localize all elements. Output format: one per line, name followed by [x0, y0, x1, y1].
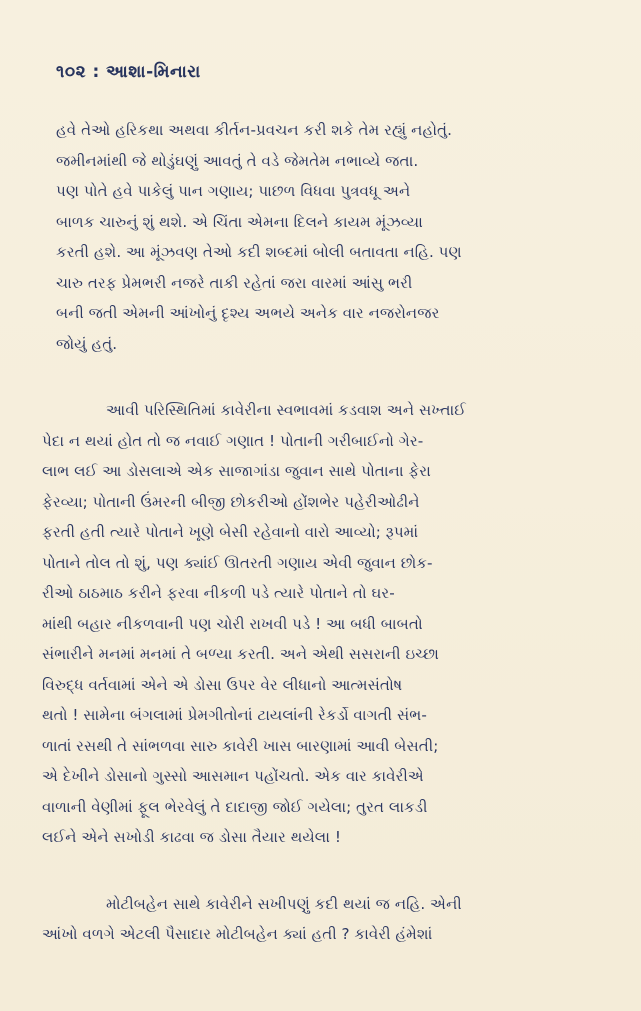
paragraph-line: પેદા ન થયાં હોત તો જ નવાઈ ગણાત ! પોતાની ગરીબાઈનો ગેર-	[42, 431, 424, 450]
paragraph-line: જોયું હતું.	[56, 334, 118, 353]
paragraph-2	[42, 395, 603, 853]
paragraph-line: રીઓ ઠાઠમાઠ કરીને ફરવા નીકળી પડે ત્યારે પોતાને તો ઘર-	[42, 584, 395, 602]
paragraph-1	[56, 115, 603, 359]
paragraph-line: વાળાની વેણીમાં ફૂલ ભેરવેલું તે દાદાજી જોઈ ગયેલા; તુરત લાકડી	[42, 797, 428, 816]
paragraph-line: વિરુદ્ધ વર્તવામાં એને એ ડોસા ઉપર વેર લીધાનો આત્મસંતોષ	[42, 675, 403, 694]
running-head: ૧૦૨ : આશા-મિનારા	[56, 62, 201, 82]
paragraph-line: ફેરવ્યા; પોતાની ઉંમરની બીજી છોકરીઓ હોંશભેર પહેરીઓઢીને	[42, 492, 420, 511]
paragraph-line: હવે તેઓ હરિકથા અથવા કીર્તન-પ્રવચન કરી શકે તેમ રહ્યું નહોતું.	[56, 121, 452, 139]
paragraph-line: આવી પરિસ્થિતિમાં કાવેરીના સ્વભાવમાં કડવાશ અને સખ્તાઈ	[106, 401, 466, 419]
paragraph-line: એ દેખીને ડોસાનો ગુસ્સો આસમાન પહોંચતો. એક વાર કાવેરીએ	[42, 767, 424, 785]
paragraph-line: મોટીબહેન સાથે કાવેરીને સખીપણું કદી થયાં જ નહિ. એની	[106, 894, 462, 913]
paragraph-line: લઈને એને સખોડી કાઢવા જ ડોસા તૈયાર થયેલા !	[42, 828, 341, 846]
paragraph-line: લાભ લઈ આ ડોસલાએ એક સાજાગાંડા જુવાન સાથે પોતાના ફેરા	[42, 462, 431, 480]
paragraph-line: પોતાને તોલ તો શું, પણ ક્યાંઈ ઊતરતી ગણાય એવી જુવાન છોક-	[42, 553, 433, 572]
paragraph-line: ચારુ તરફ પ્રેમભરી નજરે તાકી રહેતાં જરા વારમાં આંસુ ભરી	[56, 273, 413, 292]
paragraph-line: સંભારીને મનમાં મનમાં તે બળ્યા કરતી. અને એથી સસરાની ઇચ્છા	[42, 645, 439, 663]
paragraph-line: પણ પોતે હવે પાકેલું પાન ગણાય; પાછળ વિધવા પુત્રવધૂ અને	[56, 182, 411, 200]
paragraph-line: ળાતાં રસથી તે સાંભળવા સારુ કાવેરી ખાસ બારણામાં આવી બેસતી;	[42, 736, 439, 755]
paragraph-line: થતો ! સામેના બંગલામાં પ્રેમગીતોનાં ટાયલાંની રેકર્ડો વાગતી સંભ-	[42, 706, 427, 724]
paragraph-line: આંખો વળગે એટલી પૈસાદાર મોટીબહેન ક્યાં હતી ? કાવેરી હંમેશાં	[42, 925, 433, 943]
paragraph-line: ફરતી હતી ત્યારે પોતાને ખૂણે બેસી રહેવાનો વારો આવ્યો; રૂપમાં	[42, 523, 419, 541]
paragraph-line: માંથી બહાર નીકળવાની પણ ચોરી રાખવી પડે ! આ બધી બાબતો	[42, 614, 423, 633]
paragraph-line: કરતી હશે. આ મૂંઝવણ તેઓ કદી શબ્દમાં બોલી બતાવતા નહિ. પણ	[56, 243, 462, 261]
paragraph-3	[42, 889, 603, 950]
paragraph-line: બની જતી એમની આંખોનું દૃશ્ય અભયે અનેક વાર નજરોનજર	[56, 304, 440, 322]
paragraph-line: બાળક ચારુનું શું થશે. એ ચિંતા એમના દિલને કાયમ મૂંઝવ્યા	[56, 212, 423, 231]
paragraph-line: જમીનમાંથી જે થોડુંઘણું આવતું તે વડે જેમતેમ નભાવ્યે જતા.	[56, 151, 419, 170]
